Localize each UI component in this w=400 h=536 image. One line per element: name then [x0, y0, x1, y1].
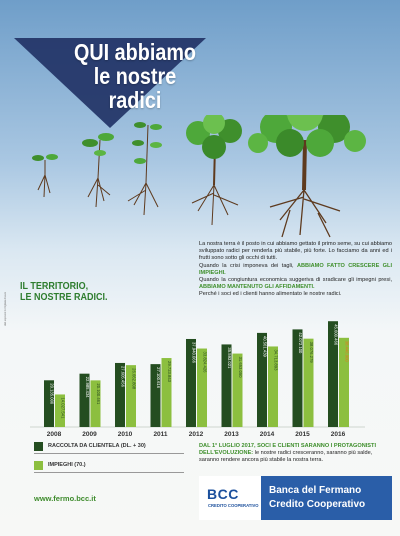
mature-tree-icon [248, 115, 366, 237]
body-highlight-1: ABBIAMO FATTO CRESCERE GLI IMPIEGHI. [199, 262, 393, 276]
bar-label-impieghi-2013: 31.653.050 [238, 356, 243, 378]
bcc-logo-subtitle: CREDITO COOPERATIVO [208, 503, 259, 508]
year-label-2013: 2013 [224, 431, 239, 438]
bcc-logo-text: BCC [207, 486, 239, 502]
bar-label-impieghi-2012: 33.824.426 [202, 351, 208, 373]
year-label-2010: 2010 [117, 431, 133, 438]
young-tree-icon [186, 115, 242, 225]
body-paragraph-4: Perché i soci ed i clienti hanno alimentato le nostre radici. [199, 291, 342, 298]
bar-label-raccolta-2013: 35.593.021 [227, 347, 232, 369]
body-paragraph-2: Quando la crisi imponeva dei tagli, [199, 262, 297, 269]
bar-label-impieghi-2008: 14.027.541 [60, 397, 66, 419]
year-label-2014: 2014 [259, 431, 275, 438]
bar-label-impieghi-2016: 38.446.900 [344, 340, 350, 362]
year-label-2012: 2012 [188, 431, 204, 438]
headline [53, 40, 216, 112]
bar-label-raccolta-2012: 37.940.066 [191, 341, 197, 363]
body-paragraph-1: La nostra terra è il posto in cui abbiamo gettato il primo seme, su cui abbiamo sviluppato radici per renderla più stabile, più forte. Lo facciamo da anni ed i frutti sono sotto gli occhi di tutti. [199, 241, 392, 262]
legend-swatch-raccolta [34, 442, 43, 451]
section-title-line-1: IL TERRITORIO, [20, 281, 89, 292]
bar-label-raccolta-2011: 27.100.616 [156, 367, 161, 389]
bar-chart [0, 300, 400, 438]
legend-item-raccolta [34, 441, 184, 454]
sprout-1-icon [32, 154, 58, 197]
legend-swatch-impieghi [34, 461, 43, 470]
bar-label-raccolta-2010: 27.605.456 [120, 365, 126, 387]
bar-label-impieghi-2015: 38.076.279 [309, 341, 314, 363]
headline-line-3: radici [108, 87, 162, 113]
body-highlight-2: ABBIAMO MANTENUTO GLI AFFIDAMENTI. [199, 284, 315, 291]
bottom-text [199, 443, 392, 465]
body-text [199, 241, 392, 299]
year-label-2009: 2009 [82, 431, 97, 438]
bar-label-raccolta-2015: 42.072.100 [298, 332, 303, 354]
headline-line-1: QUI abbiamo [73, 39, 196, 65]
bank-name-line-2: Credito Cooperativo [269, 499, 366, 510]
bank-name-panel [261, 476, 392, 520]
legend-label-impieghi: IMPIEGHI (70.) [48, 462, 86, 468]
bank-logo [199, 476, 392, 520]
bar-label-raccolta-2014: 40.561.439 [262, 335, 268, 357]
bar-label-raccolta-2008: 20.135.000 [49, 383, 55, 405]
bar-label-raccolta-2016: 45.600.466 [333, 324, 339, 346]
legend-item-impieghi [34, 460, 184, 473]
bar-label-raccolta-2009: 22.985.434 [85, 376, 90, 398]
website-link[interactable]: www.fermo.bcc.it [34, 494, 96, 503]
bcc-logo-mark [199, 476, 261, 520]
bank-name-line-1: Banca del Fermano [269, 485, 362, 496]
sprout-2-icon [82, 133, 114, 207]
body-paragraph-3: Quando la congiuntura economica suggeriva di sradicare gli impegni presi, [199, 277, 392, 284]
chart-legend [34, 441, 184, 479]
year-label-2016: 2016 [330, 431, 346, 438]
plant-growth-illustration [0, 115, 400, 240]
section-title-line-2: LE NOSTRE RADICI. [20, 292, 108, 303]
bar-label-impieghi-2009: 20.100.461 [96, 383, 101, 405]
bottom-paragraph: le nostre radici cresceranno, saranno più salde, saranno rendere ancora più stabile la nostra terra. [199, 450, 373, 464]
sapling-icon [128, 122, 162, 215]
bar-label-impieghi-2011: 29.723.843 [167, 361, 172, 383]
legend-label-raccolta: RACCOLTA DA CLIENTELA (DL. + 30) [48, 443, 146, 449]
data-unit-note: dati espressi in migliaia di euro [4, 291, 7, 326]
bar-label-impieghi-2014: 34.713.893 [273, 349, 279, 371]
bar-label-impieghi-2010: 26.662.808 [131, 368, 137, 390]
bars-layer [30, 321, 365, 438]
bottom-highlight: DAL 1° LUGLIO 2017, SOCI E CLIENTI SARANNO I PROTAGONISTI DELL'EVOLUZIONE: [199, 443, 377, 457]
headline-line-2: le nostre [93, 63, 177, 89]
year-label-2015: 2015 [295, 431, 310, 438]
year-label-2011: 2011 [153, 431, 168, 438]
year-label-2008: 2008 [46, 431, 62, 438]
